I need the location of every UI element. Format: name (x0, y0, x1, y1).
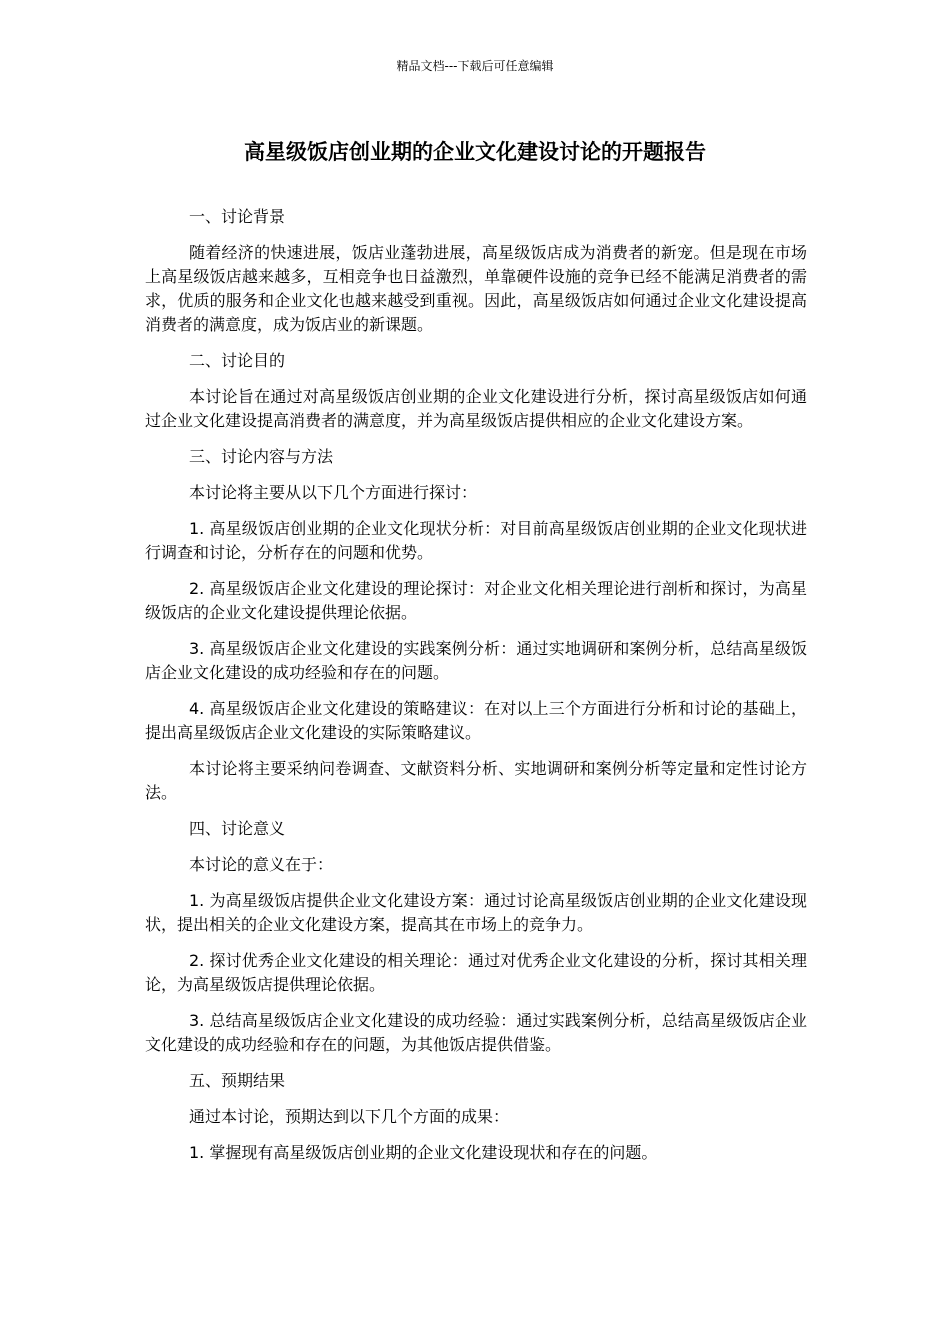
paragraph-background: 随着经济的快速进展，饭店业蓬勃进展，高星级饭店成为消费者的新宠。但是现在市场上高星级饭店越来越多，互相竞争也日益激烈，单靠硬件设施的竞争已经不能满足消费者的需求，优质的服务和企业文化也越来越受到重视。因此，高星级饭店如何通过企业文化建设提高消费者的满意度，成为饭店业的新课题。 (145, 243, 807, 334)
paragraph-significance-intro: 本讨论的意义在于： (189, 855, 334, 874)
list-item-content-1: 1. 高星级饭店创业期的企业文化现状分析：对目前高星级饭店创业期的企业文化现状进行调查和讨论，分析存在的问题和优势。 (145, 519, 807, 562)
section-heading-purpose: 二、讨论目的 (189, 351, 286, 370)
paragraph-content-method: 本讨论将主要采纳问卷调查、文献资料分析、实地调研和案例分析等定量和定性讨论方法。 (145, 759, 807, 802)
section-heading-content: 三、讨论内容与方法 (189, 447, 334, 466)
paragraph-content-intro: 本讨论将主要从以下几个方面进行探讨： (189, 483, 478, 502)
list-item-content-2: 2. 高星级饭店企业文化建设的理论探讨：对企业文化相关理论进行剖析和探讨，为高星级饭店的企业文化建设提供理论依据。 (145, 579, 807, 622)
list-item-significance-2: 2. 探讨优秀企业文化建设的相关理论：通过对优秀企业文化建设的分析，探讨其相关理论，为高星级饭店提供理论依据。 (145, 951, 807, 994)
section-heading-results: 五、预期结果 (189, 1071, 286, 1090)
paragraph-results-intro: 通过本讨论，预期达到以下几个方面的成果： (189, 1107, 510, 1126)
document-title: 高星级饭店创业期的企业文化建设讨论的开题报告 (244, 140, 706, 164)
section-heading-background: 一、讨论背景 (189, 207, 286, 226)
list-item-significance-1: 1. 为高星级饭店提供企业文化建设方案：通过讨论高星级饭店创业期的企业文化建设现状，提出相关的企业文化建设方案，提高其在市场上的竞争力。 (145, 891, 807, 934)
list-item-content-3: 3. 高星级饭店企业文化建设的实践案例分析：通过实地调研和案例分析，总结高星级饭店企业文化建设的成功经验和存在的问题。 (145, 639, 807, 682)
page-header: 精品文档---下载后可任意编辑 (396, 59, 554, 73)
list-item-significance-3: 3. 总结高星级饭店企业文化建设的成功经验：通过实践案例分析，总结高星级饭店企业文化建设的成功经验和存在的问题，为其他饭店提供借鉴。 (145, 1011, 807, 1054)
paragraph-purpose: 本讨论旨在通过对高星级饭店创业期的企业文化建设进行分析，探讨高星级饭店如何通过企业文化建设提高消费者的满意度，并为高星级饭店提供相应的企业文化建设方案。 (145, 387, 807, 430)
list-item-results-1: 1. 掌握现有高星级饭店创业期的企业文化建设现状和存在的问题。 (189, 1143, 658, 1162)
list-item-content-4: 4. 高星级饭店企业文化建设的策略建议：在对以上三个方面进行分析和讨论的基础上，提出高星级饭店企业文化建设的实际策略建议。 (145, 699, 807, 742)
section-heading-significance: 四、讨论意义 (189, 819, 286, 838)
document-body (145, 205, 807, 1177)
